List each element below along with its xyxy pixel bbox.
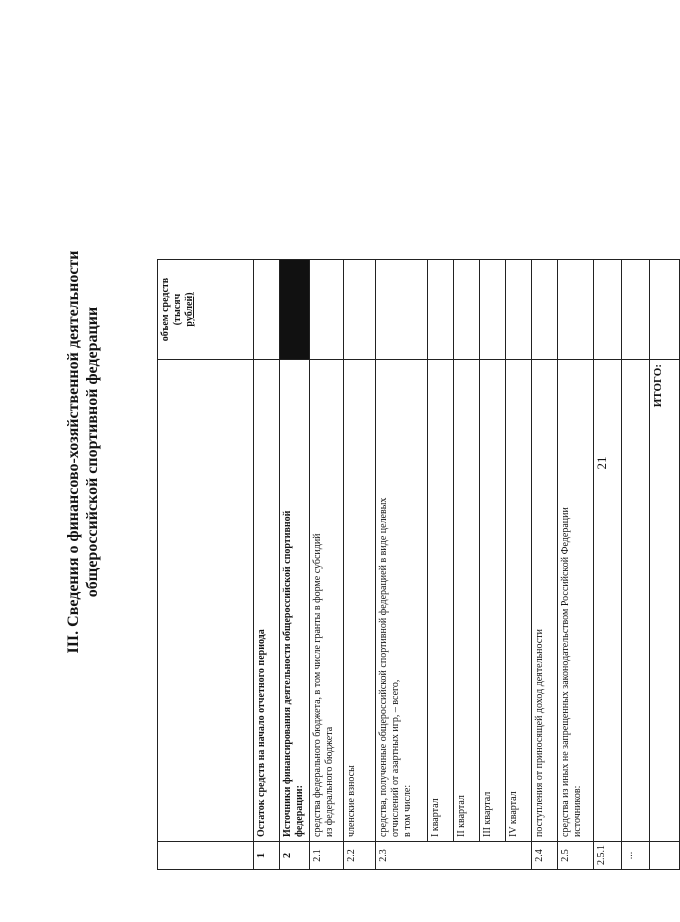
row-number: 1 — [254, 842, 280, 870]
row-value — [532, 260, 558, 360]
row-value — [454, 260, 480, 360]
row-description: I квартал — [428, 360, 454, 842]
table-row — [506, 260, 532, 870]
row-number: ... — [622, 842, 650, 870]
row-number: 2.5.1 — [594, 842, 622, 870]
row-description-line: средства из иных не запрещенных законодательством Российской Федерации — [560, 507, 571, 837]
row-description: Остаток средств на начало отчетного периода — [254, 360, 280, 842]
row-description: членские взносы — [344, 360, 376, 842]
financial-table — [157, 259, 680, 870]
table-row — [428, 260, 454, 870]
table-row — [480, 260, 506, 870]
row-value — [376, 260, 428, 360]
row-description-line: отчислений от азартных игр, – всего, — [390, 679, 401, 837]
row-value — [506, 260, 532, 360]
row-description — [376, 360, 428, 842]
row-number: 2 — [280, 842, 310, 870]
table-row — [594, 260, 622, 870]
row-value — [480, 260, 506, 360]
total-row — [650, 260, 680, 870]
row-description: поступления от приносящей доход деятельности — [532, 360, 558, 842]
row-number: 2.2 — [344, 842, 376, 870]
row-description-line: средства, полученные общероссийской спортивной федерацией в виде целевых — [378, 497, 389, 837]
header-desc-cell — [158, 360, 254, 842]
row-value — [558, 260, 594, 360]
row-description-line: Источники финансирования деятельности общероссийской спортивной — [282, 510, 293, 837]
row-value — [344, 260, 376, 360]
row-description: IV квартал — [506, 360, 532, 842]
page-number: 21 — [594, 456, 609, 470]
table-row — [558, 260, 594, 870]
table-row — [532, 260, 558, 870]
row-description — [280, 360, 310, 842]
total-label: ИТОГО: — [650, 360, 680, 842]
table-row — [622, 260, 650, 870]
table-row — [454, 260, 480, 870]
row-number: 2.1 — [310, 842, 344, 870]
row-number: 2.4 — [532, 842, 558, 870]
table-row — [310, 260, 344, 870]
total-value — [650, 260, 680, 360]
table-row — [254, 260, 280, 870]
volume-header-line-2: (тысяч — [172, 293, 183, 326]
row-description — [558, 360, 594, 842]
row-description: III квартал — [480, 360, 506, 842]
row-number: 2.5 — [558, 842, 594, 870]
table-row — [280, 260, 310, 870]
heading-line-1: III. Сведения о финансово-хозяйственной деятельности — [65, 250, 82, 654]
row-value — [310, 260, 344, 360]
header-num-cell — [158, 842, 254, 870]
total-num-cell — [650, 842, 680, 870]
row-description-line: источников: — [572, 785, 583, 837]
row-description — [622, 360, 650, 842]
volume-header-cell — [158, 260, 254, 360]
row-number: 2.3 — [376, 842, 532, 870]
section-heading — [64, 172, 102, 732]
volume-header-line-3: рублей) — [184, 292, 195, 327]
table-row — [344, 260, 376, 870]
row-description — [310, 360, 344, 842]
row-description-line: федерации: — [294, 785, 305, 837]
row-value-filled — [280, 260, 310, 360]
row-description — [594, 360, 622, 842]
row-value — [428, 260, 454, 360]
table-row — [376, 260, 428, 870]
header-row — [158, 260, 254, 870]
row-value — [594, 260, 622, 360]
row-description-line: в том числе: — [402, 784, 413, 837]
row-description: II квартал — [454, 360, 480, 842]
heading-line-2: общероссийской спортивной федерации — [84, 306, 101, 598]
volume-header-line-1: объем средств — [160, 277, 171, 342]
row-description-line: из федерального бюджета — [324, 726, 335, 837]
row-description-line: средства федерального бюджета, в том числе гранты в форме субсидий — [312, 533, 323, 837]
row-value — [254, 260, 280, 360]
row-value — [622, 260, 650, 360]
